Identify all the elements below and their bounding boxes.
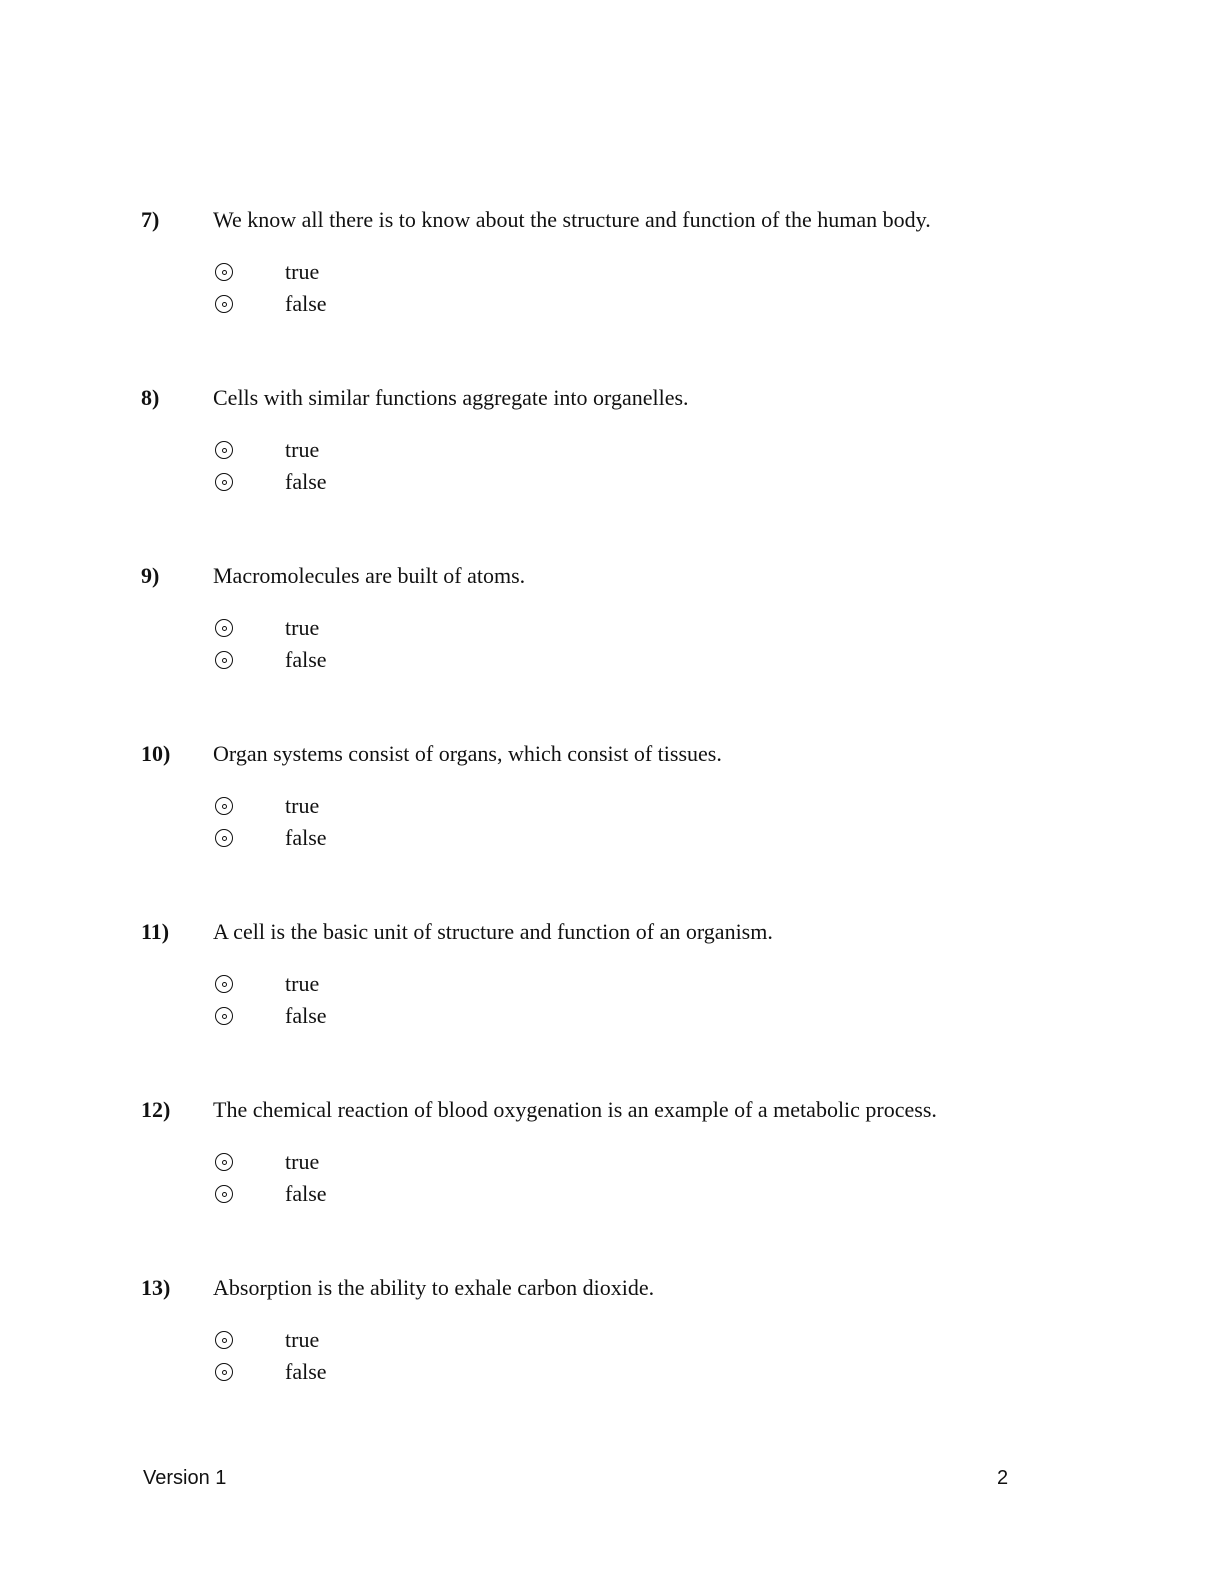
option-label: false [285, 1359, 327, 1384]
option-label: true [285, 793, 320, 818]
radio-button-icon[interactable] [215, 295, 233, 313]
question-text: Organ systems consist of organs, which consist of tissues. [213, 741, 722, 766]
option-true[interactable] [215, 615, 320, 641]
option-true[interactable] [215, 437, 320, 463]
option-true[interactable] [215, 793, 320, 819]
option-label: true [285, 615, 320, 640]
question-number: 12) [141, 1097, 171, 1122]
option-false[interactable] [215, 825, 327, 851]
option-label: false [285, 1181, 327, 1206]
footer-page-number: 2 [997, 1467, 1009, 1489]
option-false[interactable] [215, 291, 327, 317]
option-label: true [285, 971, 320, 996]
radio-button-icon[interactable] [215, 797, 233, 815]
option-label: true [285, 1149, 320, 1174]
question-text: Macromolecules are built of atoms. [213, 563, 526, 588]
question-text: We know all there is to know about the structure and function of the human body. [213, 207, 931, 232]
radio-button-icon[interactable] [215, 1007, 233, 1025]
option-true[interactable] [215, 1149, 320, 1175]
question-text: Absorption is the ability to exhale carbon dioxide. [213, 1275, 655, 1300]
radio-button-icon[interactable] [215, 975, 233, 993]
option-false[interactable] [215, 469, 327, 495]
radio-button-icon[interactable] [215, 829, 233, 847]
question-number: 8) [141, 385, 160, 410]
radio-button-icon[interactable] [215, 1153, 233, 1171]
radio-button-icon[interactable] [215, 651, 233, 669]
question-number: 7) [141, 207, 160, 232]
radio-button-icon[interactable] [215, 1185, 233, 1203]
option-true[interactable] [215, 259, 320, 285]
question-text: The chemical reaction of blood oxygenation is an example of a metabolic process. [213, 1097, 937, 1122]
option-label: false [285, 1003, 327, 1028]
footer-version: Version 1 [143, 1467, 227, 1489]
radio-button-icon[interactable] [215, 263, 233, 281]
option-true[interactable] [215, 971, 320, 997]
option-label: false [285, 291, 327, 316]
radio-button-icon[interactable] [215, 473, 233, 491]
option-label: true [285, 1327, 320, 1352]
question-number: 11) [141, 919, 170, 944]
option-label: false [285, 825, 327, 850]
question-number: 10) [141, 741, 171, 766]
question-number: 13) [141, 1275, 171, 1300]
question-text: A cell is the basic unit of structure and function of an organism. [213, 919, 773, 944]
option-false[interactable] [215, 647, 327, 673]
option-label: true [285, 437, 320, 462]
option-false[interactable] [215, 1359, 327, 1385]
question-number: 9) [141, 563, 160, 588]
option-true[interactable] [215, 1327, 320, 1353]
radio-button-icon[interactable] [215, 1331, 233, 1349]
option-label: true [285, 259, 320, 284]
option-label: false [285, 647, 327, 672]
radio-button-icon[interactable] [215, 619, 233, 637]
option-false[interactable] [215, 1003, 327, 1029]
radio-button-icon[interactable] [215, 441, 233, 459]
option-label: false [285, 469, 327, 494]
radio-button-icon[interactable] [215, 1363, 233, 1381]
question-text: Cells with similar functions aggregate into organelles. [213, 385, 689, 410]
option-false[interactable] [215, 1181, 327, 1207]
